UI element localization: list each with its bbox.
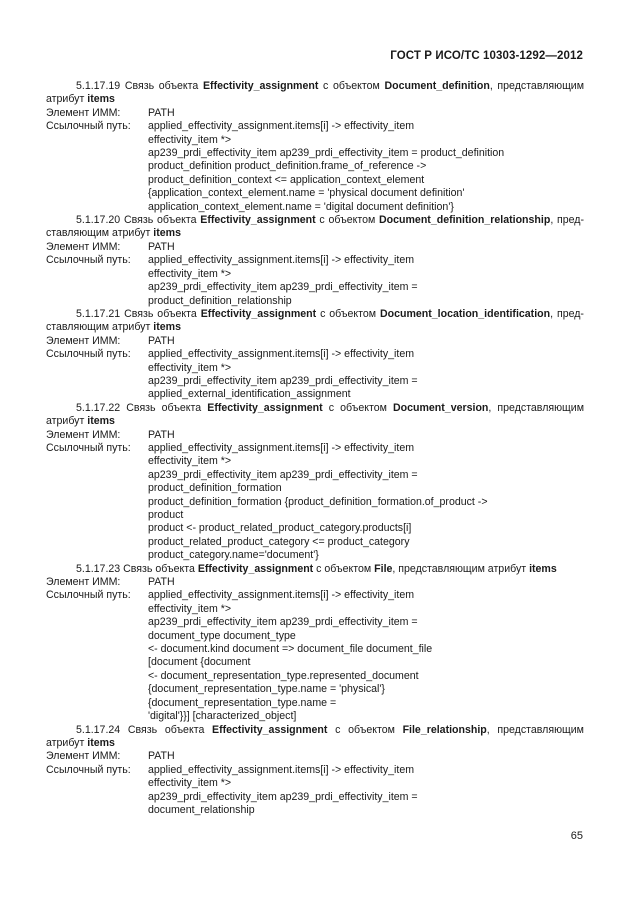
heading-attr: items bbox=[87, 93, 115, 106]
element-label: Элемент ИММ: bbox=[46, 750, 121, 763]
element-value: PATH bbox=[148, 240, 175, 253]
heading-post: , пред-ставляющим атрибут bbox=[46, 214, 585, 240]
heading-mid: с объектом bbox=[328, 401, 387, 414]
element-value: PATH bbox=[148, 428, 175, 441]
reference-path-row bbox=[46, 254, 584, 308]
clause-heading bbox=[46, 402, 584, 429]
clause-5 bbox=[46, 563, 584, 724]
heading-mid: с объектом bbox=[323, 80, 380, 92]
path-line: applied_effectivity_assignment.items[i] -> effectivity_item bbox=[148, 120, 415, 133]
path-line: product bbox=[148, 509, 184, 521]
element-label: Элемент ИММ: bbox=[46, 334, 121, 347]
path-line: applied_effectivity_assignment.items[i] -> effectivity_item bbox=[148, 254, 415, 267]
path-line: document_relationship bbox=[148, 803, 255, 816]
element-value: PATH bbox=[148, 750, 175, 763]
heading-num: 5.1.17.19 bbox=[76, 80, 121, 92]
path-line: applied_effectivity_assignment.items[i] -> effectivity_item bbox=[148, 589, 415, 602]
reference-path-lines bbox=[148, 764, 584, 818]
heading-a: Effectivity_assignment bbox=[212, 723, 328, 736]
heading-num: 5.1.17.20 bbox=[76, 214, 121, 227]
heading-num: 5.1.17.22 bbox=[76, 401, 121, 414]
clause-1 bbox=[46, 80, 584, 214]
path-line: effectivity_item *> bbox=[148, 455, 232, 468]
path-line: effectivity_item *> bbox=[148, 602, 232, 615]
element-row bbox=[46, 241, 584, 254]
heading-post: , пред-ставляющим атрибут bbox=[46, 307, 584, 334]
reference-path-label: Ссылочный путь: bbox=[46, 254, 131, 267]
heading-num: 5.1.17.23 bbox=[76, 562, 121, 575]
path-line: product_definition product_definition.frame_of_reference -> bbox=[148, 160, 427, 173]
path-line: applied_effectivity_assignment.items[i] -> effectivity_item bbox=[148, 763, 415, 776]
path-line: applied_effectivity_assignment.items[i] -> effectivity_item bbox=[148, 441, 415, 454]
reference-path-label: Ссылочный путь: bbox=[46, 120, 131, 133]
heading-b: Document_location_identification bbox=[379, 307, 551, 320]
element-label: Элемент ИММ: bbox=[46, 428, 121, 441]
reference-path-row bbox=[46, 764, 584, 818]
element-row bbox=[46, 576, 584, 589]
clause-heading bbox=[46, 80, 584, 107]
heading-pre: Связь объекта bbox=[123, 214, 197, 227]
path-line: effectivity_item *> bbox=[148, 267, 232, 280]
reference-path-row bbox=[46, 442, 584, 563]
path-line: application_context_element.name = 'digital document definition'} bbox=[148, 200, 454, 213]
path-line: product_definition_relationship bbox=[148, 294, 292, 307]
heading-pre: Связь объекта bbox=[124, 80, 199, 92]
heading-b: File_relationship bbox=[402, 723, 487, 736]
document-header: ГОСТ Р ИСО/ТС 10303-1292—2012 bbox=[390, 50, 583, 62]
reference-path-row bbox=[46, 348, 584, 402]
element-row bbox=[46, 335, 584, 348]
reference-path-label: Ссылочный путь: bbox=[46, 441, 131, 454]
path-line: ap239_prdi_effectivity_item ap239_prdi_effectivity_item = bbox=[148, 616, 418, 629]
page-number: 65 bbox=[570, 830, 583, 842]
heading-num: 5.1.17.21 bbox=[76, 307, 121, 320]
heading-post: , представляющим атрибут bbox=[46, 723, 584, 749]
clause-3 bbox=[46, 308, 584, 402]
heading-attr: items bbox=[87, 415, 115, 428]
path-line: ap239_prdi_effectivity_item ap239_prdi_effectivity_item = bbox=[148, 374, 418, 387]
clause-heading bbox=[46, 563, 584, 576]
heading-a: Effectivity_assignment bbox=[197, 562, 314, 575]
heading-attr: items bbox=[153, 227, 181, 240]
path-line: ap239_prdi_effectivity_item ap239_prdi_effectivity_item = product_definition bbox=[148, 147, 505, 160]
clause-heading bbox=[46, 214, 584, 241]
heading-num: 5.1.17.24 bbox=[76, 723, 121, 736]
clause-heading bbox=[46, 308, 584, 335]
clause-2 bbox=[46, 214, 584, 308]
path-line: ap239_prdi_effectivity_item ap239_prdi_effectivity_item = bbox=[148, 790, 418, 803]
path-line: ap239_prdi_effectivity_item ap239_prdi_effectivity_item = bbox=[148, 281, 418, 294]
heading-post: , представляющим атрибут bbox=[46, 401, 584, 428]
heading-post: , представляющим атрибут bbox=[392, 562, 527, 575]
element-value: PATH bbox=[148, 334, 175, 347]
heading-post: , представляющим атрибут bbox=[46, 80, 584, 106]
path-line: {document_representation_type.name = 'physical'} bbox=[148, 683, 385, 696]
element-row bbox=[46, 107, 584, 120]
element-label: Элемент ИММ: bbox=[46, 240, 121, 253]
heading-mid: с объектом bbox=[320, 307, 377, 320]
heading-attr: items bbox=[87, 736, 115, 749]
element-row bbox=[46, 750, 584, 763]
path-line: effectivity_item *> bbox=[148, 777, 232, 790]
element-value: PATH bbox=[148, 576, 175, 589]
path-line: 'digital'}}] [characterized_object] bbox=[148, 710, 297, 723]
clause-4 bbox=[46, 402, 584, 563]
heading-mid: с объектом bbox=[316, 562, 372, 575]
heading-b: Document_version bbox=[393, 401, 489, 414]
path-line: effectivity_item *> bbox=[148, 361, 232, 374]
element-row bbox=[46, 429, 584, 442]
heading-attr: items bbox=[529, 562, 557, 575]
element-label: Элемент ИММ: bbox=[46, 106, 121, 119]
reference-path-lines bbox=[148, 348, 584, 402]
reference-path-lines bbox=[148, 254, 584, 308]
heading-attr: items bbox=[153, 321, 181, 334]
path-line: applied_effectivity_assignment.items[i] -> effectivity_item bbox=[148, 348, 415, 361]
heading-b: Document_definition_relationship bbox=[379, 214, 551, 227]
heading-pre: Связь объекта bbox=[126, 401, 202, 414]
reference-path-label: Ссылочный путь: bbox=[46, 763, 131, 776]
path-line: document_type document_type bbox=[148, 629, 296, 642]
path-line: <- document.kind document => document_file document_file bbox=[148, 643, 433, 656]
heading-pre: Связь объекта bbox=[124, 307, 197, 320]
path-line: product <- product_related_product_category.products[i] bbox=[148, 522, 412, 535]
path-line: <- document_representation_type.represented_document bbox=[148, 669, 419, 682]
heading-pre: Связь объекта bbox=[123, 562, 195, 575]
reference-path-lines bbox=[148, 120, 584, 214]
heading-a: Effectivity_assignment bbox=[207, 401, 323, 414]
heading-a: Effectivity_assignment bbox=[200, 307, 317, 320]
element-label: Элемент ИММ: bbox=[46, 576, 121, 589]
element-value: PATH bbox=[148, 106, 175, 119]
path-line: applied_external_identification_assignment bbox=[148, 388, 351, 401]
reference-path-row bbox=[46, 589, 584, 723]
heading-b: File bbox=[374, 562, 393, 575]
heading-a: Effectivity_assignment bbox=[200, 214, 316, 227]
document-body bbox=[46, 80, 584, 817]
path-line: product_category.name='document'} bbox=[148, 549, 319, 562]
reference-path-label: Ссылочный путь: bbox=[46, 348, 131, 361]
path-line: product_definition_formation bbox=[148, 482, 282, 495]
reference-path-lines bbox=[148, 589, 584, 723]
heading-mid: с объектом bbox=[319, 214, 376, 227]
path-line: product_related_product_category <= product_category bbox=[148, 535, 410, 548]
reference-path-label: Ссылочный путь: bbox=[46, 589, 131, 602]
path-line: ap239_prdi_effectivity_item ap239_prdi_effectivity_item = bbox=[148, 468, 418, 481]
clause-6 bbox=[46, 724, 584, 818]
reference-path-row bbox=[46, 120, 584, 214]
path-line: [document {document bbox=[148, 656, 251, 669]
clause-heading bbox=[46, 724, 584, 751]
heading-mid: с объектом bbox=[335, 723, 395, 736]
reference-path-lines bbox=[148, 442, 584, 563]
path-line: {document_representation_type.name = bbox=[148, 696, 337, 709]
path-line: effectivity_item *> bbox=[148, 133, 232, 146]
path-line: {application_context_element.name = 'physical document definition' bbox=[148, 187, 465, 200]
path-line: product_definition_formation {product_definition_formation.of_product -> bbox=[148, 495, 488, 508]
heading-a: Effectivity_assignment bbox=[202, 80, 319, 92]
heading-pre: Связь объекта bbox=[127, 723, 205, 736]
path-line: product_definition_context <= application_context_element bbox=[148, 173, 425, 186]
heading-b: Document_definition bbox=[384, 80, 490, 92]
